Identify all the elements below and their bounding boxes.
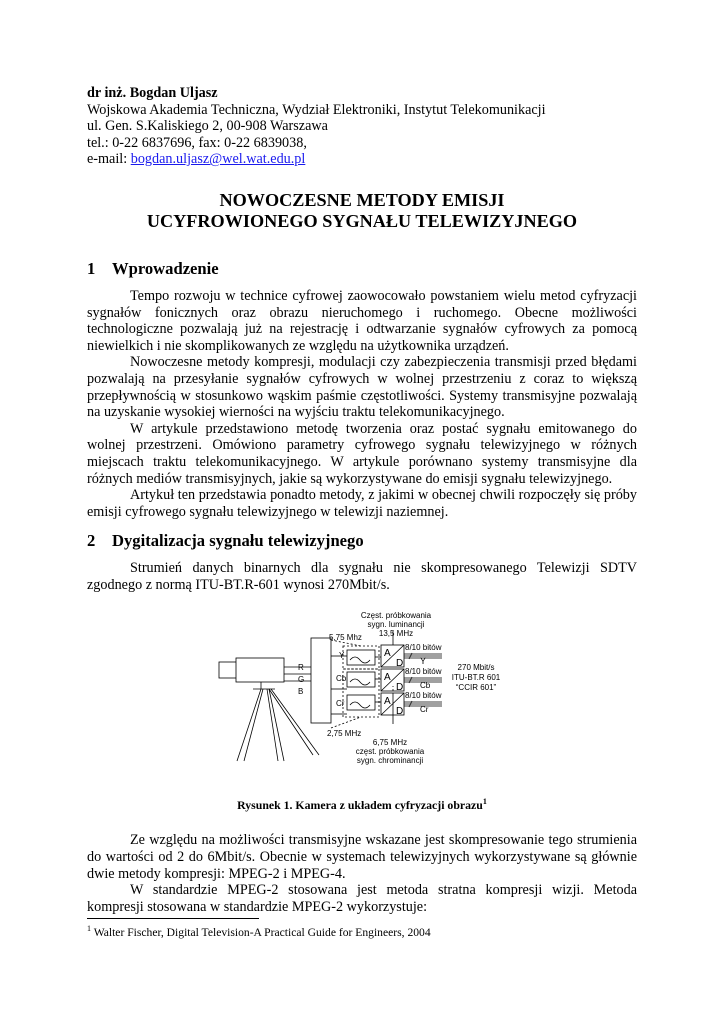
input-r-label: R bbox=[298, 663, 304, 673]
bits-cr-label: 8/10 bitów bbox=[405, 691, 442, 701]
figure-caption bbox=[87, 795, 637, 812]
footnote-rule bbox=[87, 918, 259, 919]
section-1-heading bbox=[87, 259, 637, 278]
lum-bandwidth-label: 5,75 Mhz bbox=[329, 633, 362, 643]
author-address: ul. Gen. S.Kaliskiego 2, 00-908 Warszawa bbox=[87, 118, 328, 135]
footnote bbox=[87, 918, 637, 939]
channel-cr-input-label: Cr bbox=[336, 699, 345, 709]
author-phone: tel.: 0-22 6837696, fax: 0-22 6839038, bbox=[87, 134, 307, 151]
camera-diagram bbox=[87, 609, 637, 775]
adc-cr-a: A bbox=[384, 696, 391, 708]
section-1-title: Wprowadzenie bbox=[112, 258, 219, 278]
email-label: e-mail: bbox=[87, 151, 131, 168]
chroma-bandwidth-label: 2,75 MHz bbox=[327, 729, 362, 739]
paragraph: Tempo rozwoju w technice cyfrowej zaowocowało powstaniem wielu metod cyfryzacji sygnałów fonicznych oraz obrazu nieruchomego i ruchomego. Obecne możliwości technologiczne pozwalają już na rejestrację i odtwarzanie sygnałów cyfrowych za pomocą niewielkich i nie skomplikowanych ze względu na użytkownika urządzeń. bbox=[87, 287, 637, 354]
figure-camera-digitization bbox=[87, 609, 637, 775]
lum-sampling-line-2: sygn. luminancji bbox=[367, 620, 425, 630]
output-rate: 270 Mbit/s bbox=[457, 663, 495, 673]
author-block bbox=[87, 85, 637, 168]
paragraph: Artykuł ten przedstawia ponadto metody, z jakimi w obecnej chwili rozpoczęły się próby emisji cyfrowego sygnału telewizyjnego w telewizji naziemnej. bbox=[87, 487, 637, 520]
footnote-mark: 1 bbox=[87, 924, 91, 933]
page-content bbox=[87, 85, 637, 915]
title-line-1: NOWOCZESNE METODY EMISJI bbox=[219, 189, 505, 210]
adc-y-a: A bbox=[384, 648, 391, 660]
title-line-2: UCYFROWIONEGO SYGNAŁU TELEWIZYJNEGO bbox=[146, 210, 578, 231]
author-affiliation: Wojskowa Akademia Techniczna, Wydział Elektroniki, Instytut Telekomunikacji bbox=[87, 101, 546, 118]
paragraph: Ze względu na możliwości transmisyjne wskazane jest skompresowanie tego strumienia do wartości od 2 do 6Mbit/s. Obecnie w systemach telewizyjnych wykorzystywane są głównie dwie metody kompresji: MPEG-2 i MPEG-4. bbox=[87, 832, 637, 882]
adc-y-d: D bbox=[396, 658, 404, 670]
channel-cr-output-label: Cr bbox=[420, 705, 429, 715]
bits-y-label: 8/10 bitów bbox=[405, 643, 442, 653]
section-2-title: Dygitalizacja sygnału telewizyjnego bbox=[112, 531, 364, 551]
section-2-number: 2 bbox=[87, 531, 96, 551]
adc-cb-a: A bbox=[384, 672, 391, 684]
section-2-heading bbox=[87, 531, 637, 550]
tripod bbox=[237, 682, 319, 761]
channel-cb-output-label: Cb bbox=[420, 681, 431, 691]
author-name: dr inż. Bogdan Uljasz bbox=[87, 85, 218, 101]
channel-cb-input-label: Cb bbox=[336, 674, 347, 684]
lum-sampling-line-1: Częst. próbkowania bbox=[360, 611, 432, 621]
camera-body bbox=[236, 658, 284, 682]
chroma-sampling-line-3: sygn. chrominancji bbox=[356, 756, 424, 766]
chroma-sampling-line-2: częst. próbkowania bbox=[355, 747, 425, 757]
bits-cb-label: 8/10 bitów bbox=[405, 667, 442, 677]
channel-y-input-label: Y bbox=[339, 651, 345, 661]
adc-cb-d: D bbox=[396, 682, 404, 694]
paragraph: Nowoczesne metody kompresji, modulacji czy zabezpieczenia transmisji przed błędami pozwalają na przesyłanie sygnałów cyfrowych w wolnej przestrzeniu z coraz to większą przepływnością w stosunkowo wąskim paśmie częstotliwości. Systemy transmisyjne pozwalają na uzyskanie wysokiej wierności na wyjściu traktu telekomunikacyjnego. bbox=[87, 354, 637, 421]
after-figure-text bbox=[87, 832, 637, 915]
paragraph: W standardzie MPEG-2 stosowana jest metoda stratna kompresji wizji. Metoda kompresji stosowana w standardzie MPEG-2 wykorzystuje: bbox=[87, 882, 637, 915]
filter-y bbox=[347, 650, 375, 665]
email-link[interactable]: bogdan.uljasz@wel.wat.edu.pl bbox=[130, 151, 306, 168]
lum-sampling-line-3: 13,5 MHz bbox=[378, 629, 414, 639]
channel-y-output-label: Y bbox=[420, 656, 427, 667]
input-b-label: B bbox=[298, 687, 304, 697]
figure-caption-text: Rysunek 1. Kamera z układem cyfryzacji obrazu bbox=[237, 798, 483, 813]
adc-cr-d: D bbox=[396, 706, 404, 718]
paragraph: W artykule przedstawiono metodę tworzenia oraz postać sygnału emitowanego do wolnej przestrzeni. Omówiono parametry cyfrowego sygnału telewizyjnego w różnych miejscach traktu telekomunikacyjnego. W artykule porównano systemy transmisyjne dla różnych mediów transmisyjnych, jakie są wykorzystywane do emisji sygnału telewizyjnego. bbox=[87, 420, 637, 487]
input-g-label: G bbox=[298, 675, 305, 685]
section-1-number: 1 bbox=[87, 258, 96, 278]
paper-title bbox=[87, 190, 637, 232]
chroma-sampling-line-1: 6,75 MHz bbox=[372, 738, 408, 748]
filter-cr bbox=[347, 695, 375, 710]
filter-cb bbox=[347, 672, 375, 687]
author-email-line bbox=[87, 151, 637, 168]
output-standard-alias: “CCIR 601” bbox=[455, 683, 497, 693]
paragraph: Strumień danych binarnych dla sygnału nie skompresowanego Telewizji SDTV zgodnego z normą ITU-BT.R-601 wynosi 270Mbit/s. bbox=[87, 560, 637, 593]
matrix-block bbox=[311, 638, 331, 723]
output-standard: ITU-BT.R 601 bbox=[451, 673, 501, 683]
footnote-text: Walter Fischer, Digital Television-A Practical Guide for Engineers, 2004 bbox=[93, 925, 431, 939]
footnote-ref: 1 bbox=[482, 797, 487, 807]
